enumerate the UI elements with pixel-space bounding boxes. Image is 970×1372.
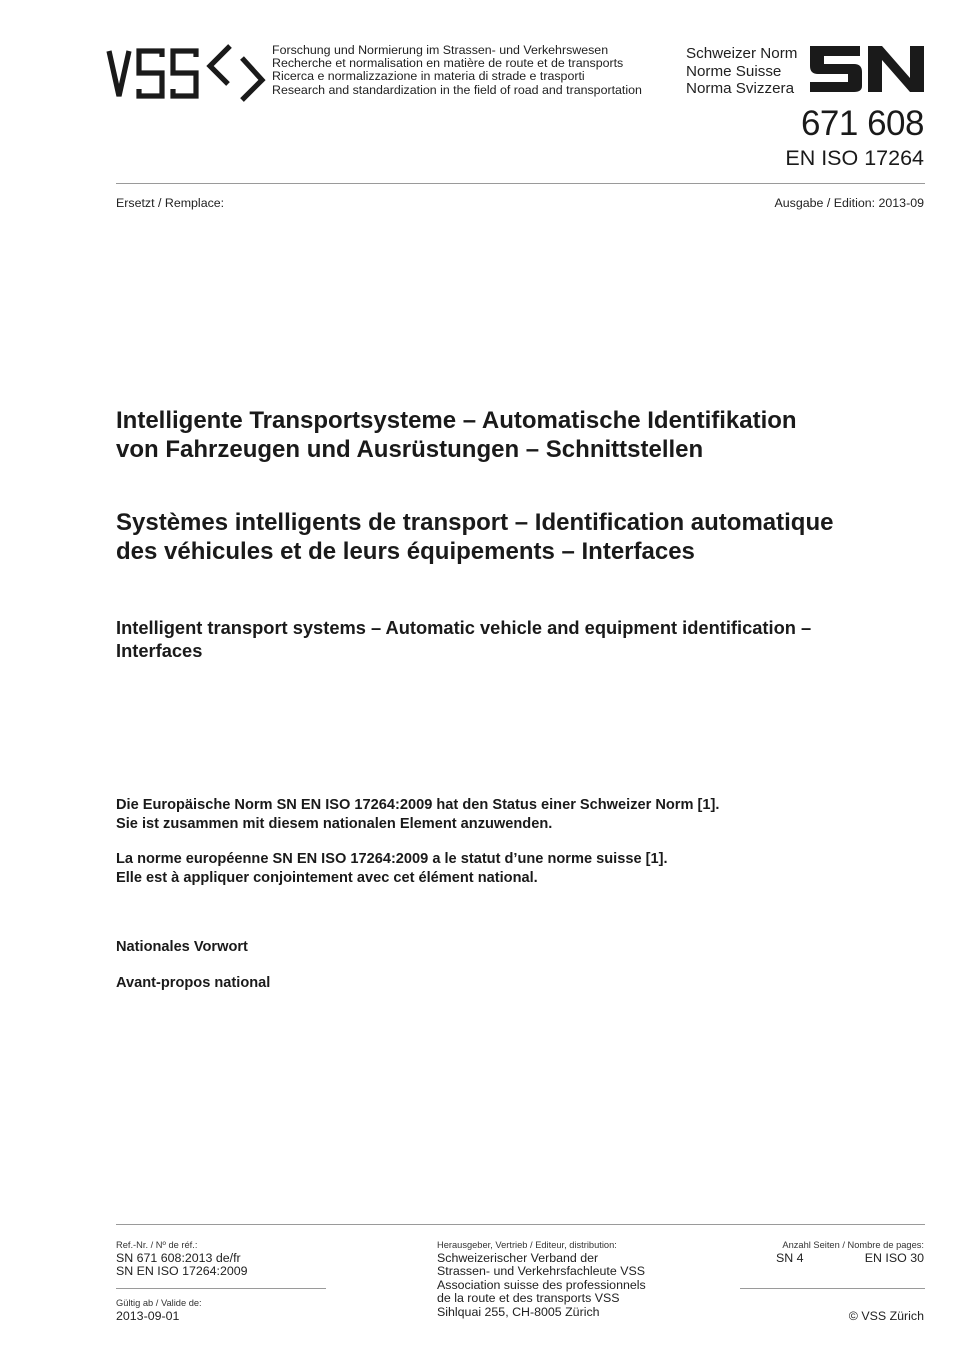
status-de-line: Sie ist zusammen mit diesem nationalen Element anzuwenden. bbox=[116, 815, 553, 832]
valid-from-date: 2013-09-01 bbox=[116, 1309, 180, 1323]
org-line-fr: Recherche et normalisation en matière de route et de transports bbox=[272, 56, 624, 71]
org-line-de: Forschung und Normierung im Strassen- und Verkehrswesen bbox=[272, 43, 609, 57]
page-count-sn: SN 4 bbox=[776, 1251, 804, 1265]
reference-line: SN 671 608:2013 de/fr bbox=[116, 1251, 241, 1265]
en-iso-number: EN ISO 17264 bbox=[785, 146, 924, 170]
norm-type-labels bbox=[686, 45, 797, 98]
footer-right-divider bbox=[740, 1288, 925, 1289]
title-french bbox=[116, 509, 916, 566]
title-de-line: von Fahrzeugen und Ausrüstungen – Schnittstellen bbox=[116, 435, 704, 463]
page-count-label: Anzahl Seiten / Nombre de pages: bbox=[782, 1240, 924, 1250]
status-statement-french bbox=[116, 850, 916, 887]
publisher-label: Herausgeber, Vertrieb / Editeur, distribution: bbox=[437, 1240, 617, 1250]
title-en-line: Interfaces bbox=[116, 639, 203, 661]
status-fr-line: La norme européenne SN EN ISO 17264:2009 a le statut d’une norme suisse [1]. bbox=[116, 851, 668, 867]
norm-label-it: Norma Svizzera bbox=[686, 80, 795, 97]
title-german bbox=[116, 407, 916, 464]
publisher-line: de la route et des transports VSS bbox=[437, 1291, 620, 1306]
status-de-line: Die Europäische Norm SN EN ISO 17264:2009 hat den Status einer Schweizer Norm [1]. bbox=[116, 797, 720, 813]
page-count-iso: EN ISO 30 bbox=[864, 1251, 924, 1265]
organization-description bbox=[272, 44, 642, 97]
publisher-address bbox=[437, 1252, 646, 1319]
title-fr-line: Systèmes intelligents de transport – Identification automatique bbox=[116, 509, 834, 536]
org-line-en: Research and standardization in the field of road and transportation bbox=[272, 82, 642, 97]
edition-label: Ausgabe / Edition: 2013-09 bbox=[774, 196, 924, 210]
replaces-label: Ersetzt / Remplace: bbox=[116, 196, 225, 210]
title-en-line: Intelligent transport systems – Automatic vehicle and equipment identification – bbox=[116, 617, 812, 638]
norm-label-de: Schweizer Norm bbox=[686, 45, 798, 62]
publisher-line: Schweizerischer Verband der bbox=[437, 1251, 599, 1265]
org-line-it: Ricerca e normalizzazione in materia di strade e trasporti bbox=[272, 69, 585, 84]
title-english bbox=[116, 617, 916, 662]
norm-label-fr: Norme Suisse bbox=[686, 62, 782, 80]
status-fr-line: Elle est à appliquer conjointement avec cet élément national. bbox=[116, 869, 538, 886]
title-de-line: Intelligente Transportsysteme – Automatische Identifikation bbox=[116, 407, 797, 434]
reference-numbers bbox=[116, 1252, 248, 1279]
header-divider bbox=[116, 183, 925, 184]
publisher-line: Association suisse des professionnels bbox=[437, 1277, 646, 1292]
footer-left-divider bbox=[116, 1288, 326, 1289]
valid-from-label: Gültig ab / Valide de: bbox=[116, 1298, 202, 1308]
national-foreword-heading-fr: Avant-propos national bbox=[116, 975, 271, 991]
reference-label: Ref.-Nr. / Nº de réf.: bbox=[116, 1240, 198, 1250]
standard-number: 671 608 bbox=[800, 104, 924, 143]
reference-line: SN EN ISO 17264:2009 bbox=[116, 1264, 248, 1279]
sn-logo bbox=[808, 44, 926, 94]
vss-logo bbox=[106, 42, 266, 102]
national-foreword-heading-de: Nationales Vorwort bbox=[116, 939, 248, 955]
footer-divider bbox=[116, 1224, 925, 1225]
status-statement-german bbox=[116, 796, 916, 833]
title-fr-line: des véhicules et de leurs équipements – Interfaces bbox=[116, 537, 695, 565]
publisher-line: Sihlquai 255, CH-8005 Zürich bbox=[437, 1304, 600, 1319]
publisher-line: Strassen- und Verkehrsfachleute VSS bbox=[437, 1264, 646, 1279]
copyright-notice: © VSS Zürich bbox=[848, 1309, 924, 1323]
